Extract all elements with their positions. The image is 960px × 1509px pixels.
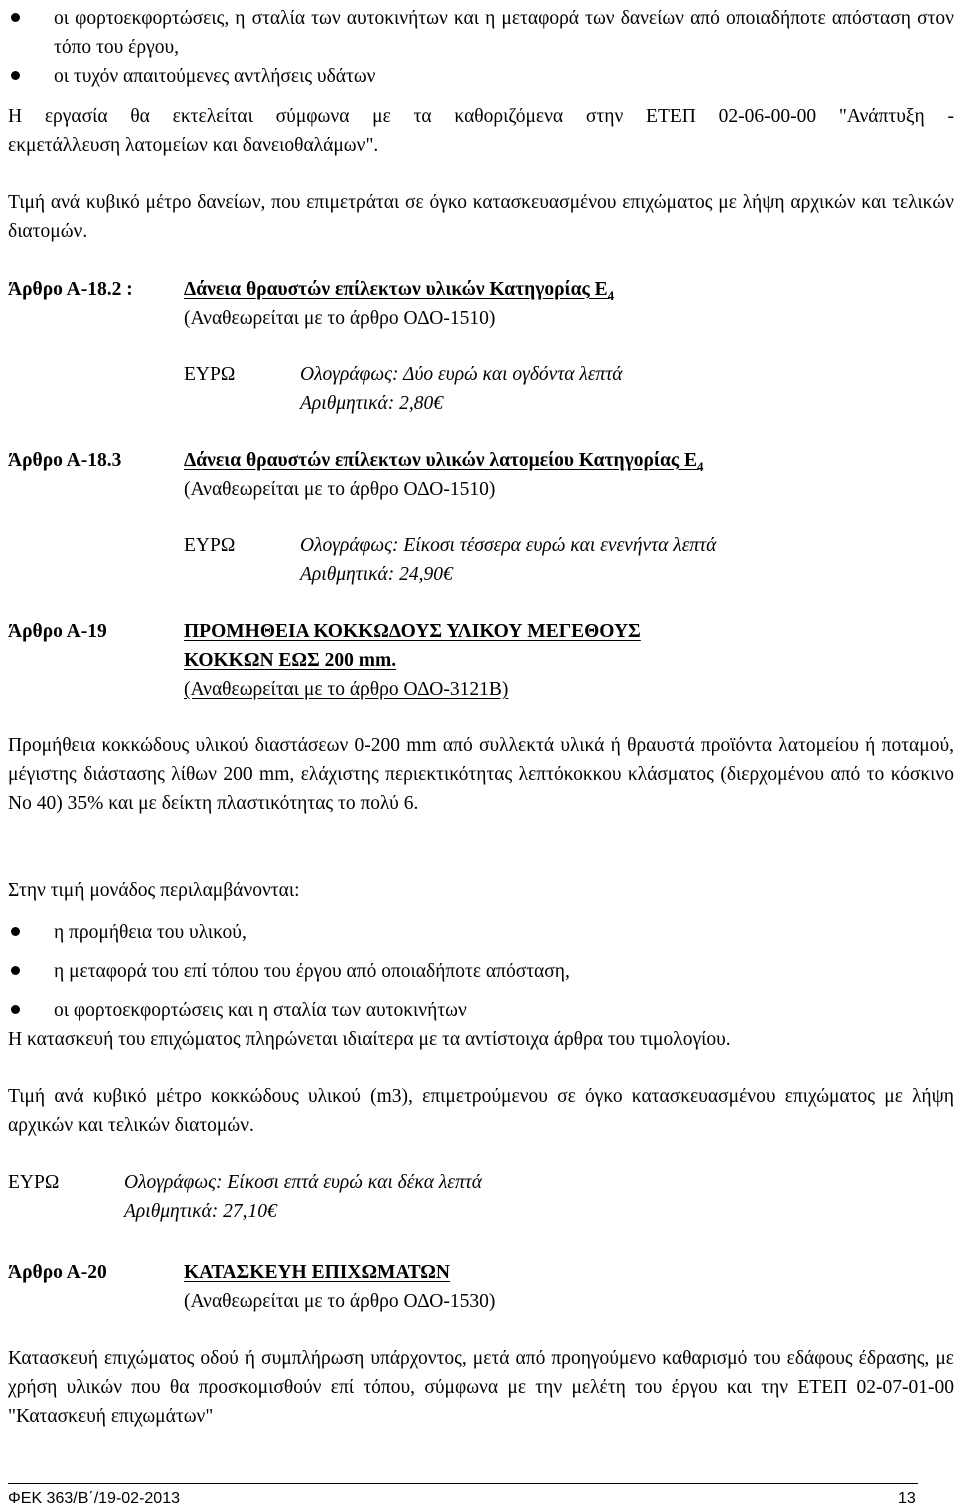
- article-a19-numeric-row: [124, 1197, 482, 1226]
- article-a18-3-title-sub: 4: [696, 458, 704, 474]
- footer-divider: [8, 1483, 918, 1484]
- article-a19-numeric: Αριθμητικά: 27,10: [124, 1201, 267, 1222]
- intro-paragraph-line2: εκμετάλλευση λατομείων και δανειοθαλάμων".: [8, 135, 379, 156]
- euro-sign: €: [266, 1201, 277, 1222]
- article-a20-label: Άρθρο Α-20: [8, 1262, 107, 1283]
- article-a19-words: Ολογράφως: Είκοσι επτά ευρώ και δέκα λεπτά: [124, 1172, 482, 1193]
- euro-sign: €: [433, 393, 443, 414]
- article-a18-3-body: [184, 446, 954, 504]
- article-a18-3-numeric-row: [300, 560, 716, 589]
- article-a20-reference: (Αναθεωρείται με το άρθρο ΟΔΟ-1530): [184, 1291, 496, 1312]
- article-a18-3-title: Δάνεια θραυστών επίλεκτων υλικών λατομείου Κατηγορίας $E_4$: [184, 450, 704, 474]
- intro-paragraph-line1: Η εργασία θα εκτελείται σύμφωνα με τα καθοριζόμενα στην ΕΤΕΠ 02-06-00-00 "Ανάπτυξη -: [8, 106, 954, 127]
- list-item: [8, 918, 954, 947]
- article-a18-2-reference: (Αναθεωρείται με το άρθρο ΟΔΟ-1510): [184, 308, 496, 329]
- article-a18-3-amount: [300, 531, 716, 589]
- bullet-icon: [11, 927, 20, 936]
- article-a19-price-paragraph: Τιμή ανά κυβικό μέτρο κοκκώδους υλικού (m3), επιμετρούμενου σε όγκο κατασκευασμένου επιχώματος με λήψη αρχικών και τελικών διατομών.: [8, 1086, 954, 1136]
- article-a20-body: [184, 1258, 954, 1316]
- list-item: [8, 62, 954, 91]
- article-a18-2-currency: ΕΥΡΩ: [184, 364, 236, 385]
- article-a19-title-line2: ΚΟΚΚΩΝ ΕΩΣ 200 mm.: [184, 650, 397, 671]
- price-paragraph-1: Τιμή ανά κυβικό μέτρο δανείων, που επιμετράται σε όγκο κατασκευασμένου επιχώματος με λήψη αρχικών και τελικών διατομών.: [8, 192, 954, 242]
- article-a19-body: [184, 617, 954, 704]
- article-a18-2-label: Άρθρο Α-18.2 :: [8, 279, 133, 300]
- list-item: [8, 4, 954, 62]
- article-a19-label: Άρθρο Α-19: [8, 621, 107, 642]
- bullet-icon: [11, 1005, 20, 1014]
- article-a19-includes-list: [8, 918, 954, 1025]
- article-a19-currency: ΕΥΡΩ: [8, 1172, 60, 1193]
- article-a19-amount: [124, 1168, 482, 1226]
- list-item-text: η μεταφορά του επί τόπου του έργου από οποιαδήποτε απόσταση,: [54, 961, 570, 982]
- article-a18-3-label: Άρθρο Α-18.3: [8, 450, 122, 471]
- footer-gazette-ref: ΦΕΚ 363/Β΄/19-02-2013: [8, 1490, 180, 1507]
- article-a19-reference: (Αναθεωρείται με το άρθρο ΟΔΟ-3121Β): [184, 679, 509, 700]
- article-a18-3-words: Ολογράφως: Είκοσι τέσσερα ευρώ και ενενήντα λεπτά: [300, 535, 717, 556]
- list-item-text: οι τυχόν απαιτούμενες αντλήσεις υδάτων: [54, 66, 376, 87]
- article-a19-description: Προμήθεια κοκκώδους υλικού διαστάσεων 0-200 mm από συλλεκτά υλικά ή θραυστά προϊόντα λατομείου ή ποταμού, μέγιστης διάστασης λίθων 200 mm, ελάχιστης περιεκτικότητας λεπτόκοκκου κλάσματος (διερχομένου από το κόσκινο Νο 40) 35% και με δείκτη πλαστικότητας το πολύ 6.: [8, 735, 954, 814]
- article-a18-2-numeric-row: [300, 389, 623, 418]
- bullet-icon: [11, 13, 20, 22]
- article-a18-3-numeric: Αριθμητικά: 24,90: [300, 564, 443, 585]
- article-a18-2-amount: [300, 360, 623, 418]
- top-bullet-list: [8, 4, 954, 91]
- article-a18-2-words: Ολογράφως: Δύο ευρώ και ογδόντα λεπτά: [300, 364, 623, 385]
- article-a20-description: Κατασκευή επιχώματος οδού ή συμπλήρωση υπάρχοντος, μετά από προηγούμενο καθαρισμό του εδάφους έδρασης, με χρήση υλικών που θα προσκομισθούν επί τόπου, σύμφωνα με την μελέτη του έργου και την ΕΤΕΠ 02-07-01-00 "Κατασκευή επιχωμάτων": [8, 1348, 954, 1427]
- article-a19-note: Η κατασκευή του επιχώματος πληρώνεται ιδιαίτερα με τα αντίστοιχα άρθρα του τιμολογίου.: [8, 1029, 731, 1050]
- article-a20-title: ΚΑΤΑΣΚΕΥΗ ΕΠΙΧΩΜΑΤΩΝ: [184, 1262, 451, 1283]
- article-a18-3-currency: ΕΥΡΩ: [184, 535, 236, 556]
- list-item-text: οι φορτοεκφορτώσεις, η σταλία των αυτοκινήτων και η μεταφορά των δανείων από οποιαδήποτε απόσταση στον τόπο του έργου,: [54, 8, 954, 58]
- article-a18-2-body: [184, 275, 954, 333]
- list-item-text: οι φορτοεκφορτώσεις και η σταλία των αυτοκινήτων: [54, 1000, 467, 1021]
- article-a19-title-line1: ΠΡΟΜΗΘΕΙΑ ΚΟΚΚΩΔΟΥΣ ΥΛΙΚΟΥ ΜΕΓΕΘΟΥΣ: [184, 621, 641, 642]
- article-a18-3-reference: (Αναθεωρείται με το άρθρο ΟΔΟ-1510): [184, 479, 496, 500]
- article-a18-2-title-sub: 4: [607, 287, 615, 303]
- list-item: [8, 996, 954, 1025]
- list-item: [8, 957, 954, 986]
- list-item-text: η προμήθεια του υλικού,: [54, 922, 247, 943]
- euro-sign: €: [442, 564, 453, 585]
- article-a18-2-title: Δάνεια θραυστών επίλεκτων υλικών Κατηγορίας $E_4$: [184, 279, 615, 303]
- article-a19-includes-intro: Στην τιμή μονάδος περιλαμβάνονται:: [8, 880, 300, 901]
- footer-page-number: 13: [898, 1490, 916, 1507]
- article-a18-2-numeric: Αριθμητικά: 2,80: [300, 393, 434, 414]
- bullet-icon: [11, 71, 20, 80]
- bullet-icon: [11, 966, 20, 975]
